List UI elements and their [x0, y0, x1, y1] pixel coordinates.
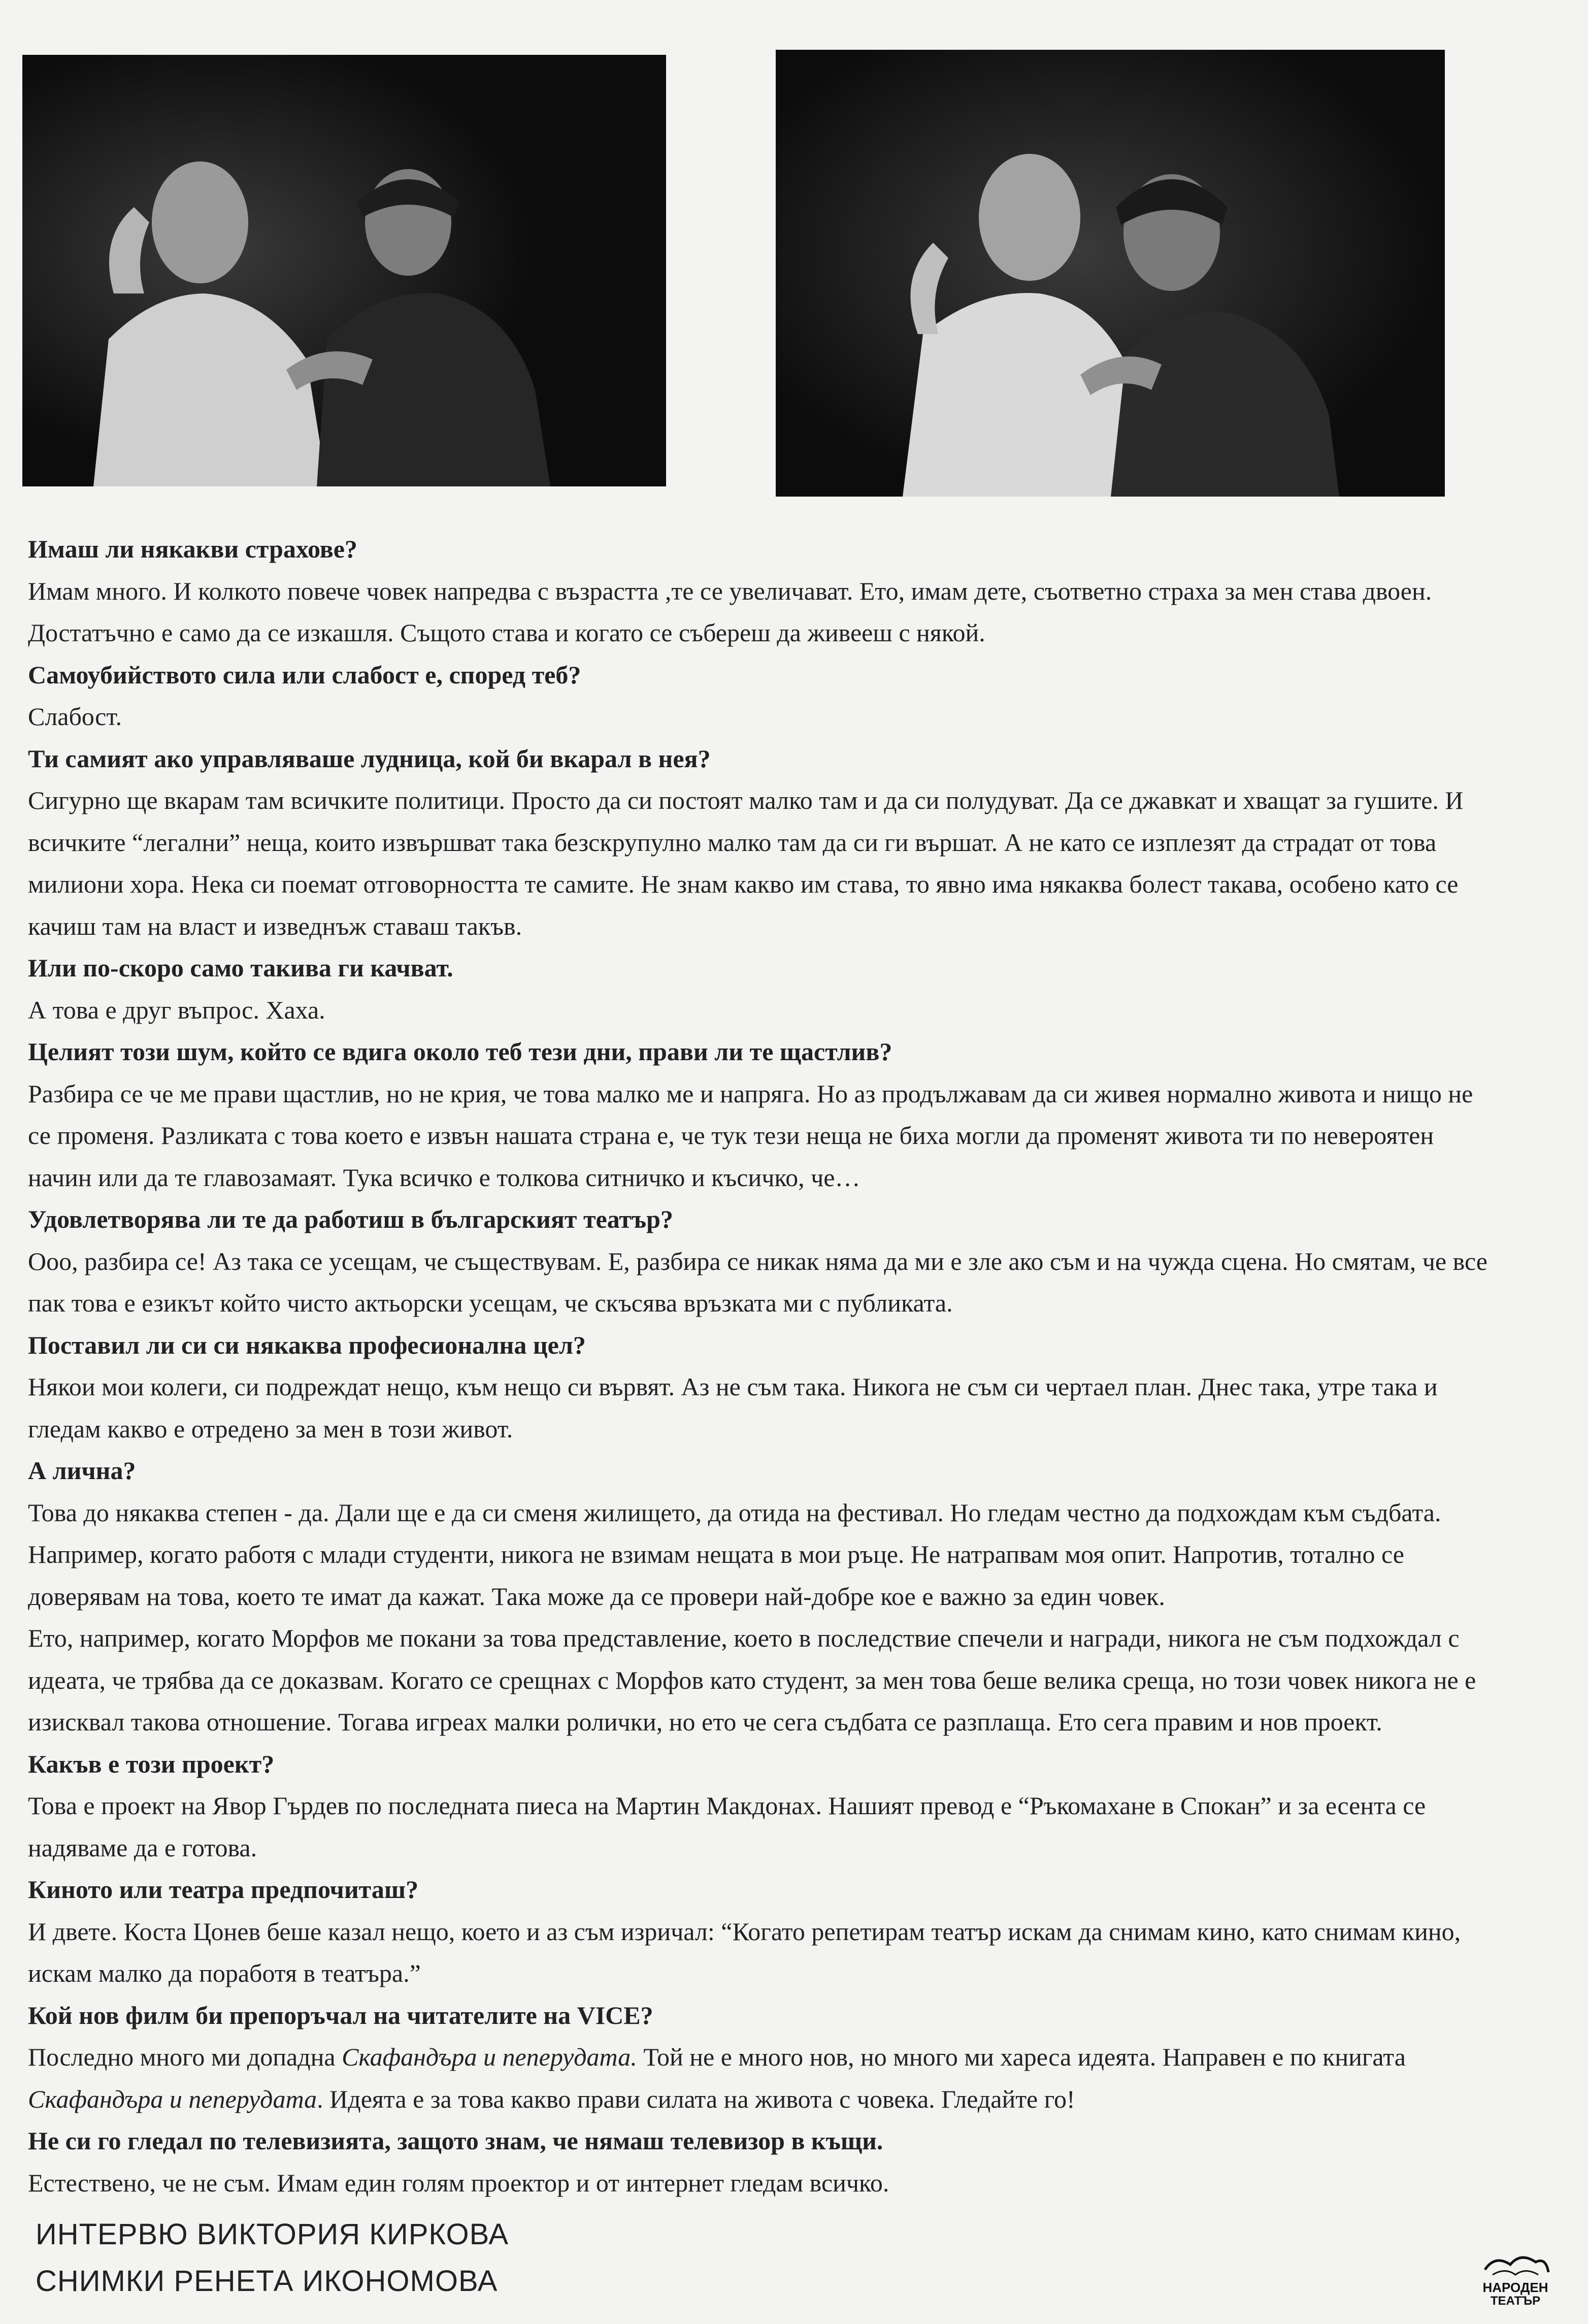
stage-photo-left	[22, 55, 666, 486]
interview-question: Не си го гледал по телевизията, защото знам, че нямаш телевизор в къщи.	[28, 2126, 883, 2155]
interview-answer: И двете. Коста Цонев беше казал нещо, което и аз съм изричал: “Когато репетирам театър искам да снимам кино, като снимам кино, искам малко да поработя в театъра.”	[28, 1917, 1461, 1987]
interview-answer: Някои мои колеги, си подреждат нещо, към нещо си вървят. Аз не съм така. Никога не съм си чертаел план. Днес така, утре така и гледам какво е отредено за мен в този живот.	[28, 1372, 1438, 1443]
interview-question: Кой нов филм би препоръчал на читателите на VICE?	[28, 2001, 653, 2030]
interviewer-credit: ИНТЕРВЮ ВИКТОРИЯ КИРКОВА	[36, 2218, 509, 2251]
interview-question: Какъв е този проект?	[28, 1749, 275, 1778]
interview-question: Самоубийството сила или слабост е, според теб?	[28, 660, 581, 689]
interview-answer: Естествено, че не съм. Имам един голям проектор и от интернет гледам всичко.	[28, 2168, 889, 2197]
film-title: Скафандъра и пеперудата	[28, 2084, 317, 2113]
interview-answer: Разбира се че ме прави щастлив, но не крия, че това малко ме и напряга. Но аз продължавам да си живея нормално живота и нищо не се променя. Разликата с това което е извън нашата страна е, че тук тези неща не биха могли да променят живота ти по невероятен начин или да те главозамаят. Тука всичко е толкова ситничко и късичко, че…	[28, 1079, 1473, 1192]
answer-fragment: . Идеята е за това какво прави силата на живота с човека. Гледайте го!	[317, 2084, 1075, 2113]
interview-article	[28, 528, 1500, 2204]
stage-photo-right-image	[776, 50, 1445, 497]
answer-fragment: Последно много ми допадна	[28, 2043, 342, 2071]
interview-question: Или по-скоро само такива ги качват.	[28, 954, 453, 982]
theatre-logo	[1475, 2249, 1556, 2310]
photographer-credit: СНИМКИ РЕНЕТА ИКОНОМОВА	[36, 2265, 498, 2298]
stage-photo-left-image	[22, 55, 666, 486]
interview-question: Имаш ли някакви страхове?	[28, 535, 357, 563]
interview-question: Поставил ли си си някаква професионална цел?	[28, 1330, 586, 1359]
interview-question: А лична?	[28, 1456, 136, 1485]
logo-text-bottom: ТЕАТЪР	[1490, 2294, 1541, 2308]
interview-question: Киното или театра предпочиташ?	[28, 1875, 419, 1904]
interview-answer	[28, 2036, 1500, 2120]
interview-answer: Слабост.	[28, 702, 122, 731]
interview-question: Удовлетворява ли те да работиш в българският театър?	[28, 1205, 673, 1233]
interview-answer: Ето, например, когато Морфов ме покани за това представление, което в последствие спечели и награди, никога не съм подхождал с идеата, че трябва да се доказвам. Когато се срещнах с Морфов като студент, за мен това беше велика среща, но този човек никога не е изисквал такова отношение. Тогава игреах малки ролички, но ето че сега съдбата се разплаща. Ето сега правим и нов проект.	[28, 1624, 1476, 1736]
logo-text-top: НАРОДЕН	[1482, 2280, 1548, 2295]
interview-question: Ти самият ако управляваше лудница, кой би вкарал в нея?	[28, 744, 711, 773]
interview-answer: Имам много. И колкото повече човек напредва с възрастта ,те се увеличават. Ето, имам дете, съответно страха за мен става двоен. Достатъчно е само да се изкашля. Същото става и когато се събереш да живееш с някой.	[28, 576, 1432, 647]
interview-answer: Това е проект на Явор Гърдев по последната пиеса на Мартин Макдонах. Нашият превод е “Ръкомахане в Спокан” и за есента се надяваме да е готова.	[28, 1791, 1426, 1862]
credits	[36, 2211, 509, 2305]
interview-answer: Това до някаква степен - да. Дали ще е да си сменя жилището, да отида на фестивал. Но гледам честно да подхождам към съдбата. Например, когато работя с млади студенти, никога не взимам нещата в мои ръце. Не натрапвам моя опит. Напротив, тотално се доверявам на това, което те имат да кажат. Така може да се провери най-добре кое е важно за един човек.	[28, 1498, 1441, 1611]
film-title: Скафандъра и пеперудата.	[342, 2043, 637, 2071]
interview-answer: Сигурно ще вкарам там всичките политици. Просто да си постоят малко там и да си полудуват. Да се джавкат и хващат за гушите. И всичките “легални” неща, които извършват така безскрупулно малко там да си ги вършат. А не като се изплезят да страдат от това милиони хора. Нека си поемат отговорността те самите. Не знам какво им става, то явно има някаква болест такава, особено като се качиш там на власт и изведнъж ставаш такъв.	[28, 786, 1464, 940]
stage-photo-right	[776, 50, 1445, 497]
interview-answer: Ооо, разбира се! Аз така се усещам, че съществувам. Е, разбира се никак няма да ми е зле ако съм и на чужда сцена. Но смятам, че все пак това е езикът който чисто актьорски усещам, че скъсява връзката ми с публиката.	[28, 1247, 1487, 1317]
interview-answer: А това е друг въпрос. Хаха.	[28, 995, 325, 1024]
interview-question: Целият този шум, който се вдига около теб тези дни, прави ли те щастлив?	[28, 1037, 892, 1066]
answer-fragment: Той не е много нов, но много ми хареса идеята. Направен е по книгата	[637, 2043, 1406, 2071]
